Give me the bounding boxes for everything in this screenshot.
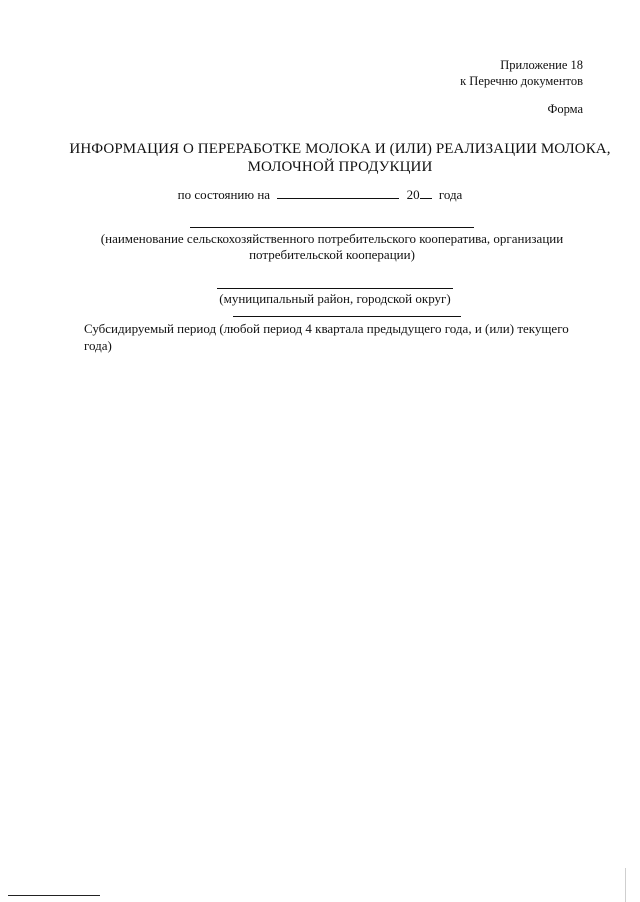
footer-divider bbox=[8, 895, 100, 896]
document-title-line2: МОЛОЧНОЙ ПРОДУКЦИИ bbox=[247, 159, 433, 175]
status-suffix: года bbox=[438, 187, 463, 202]
document-title-line1: ИНФОРМАЦИЯ О ПЕРЕРАБОТКЕ МОЛОКА И (ИЛИ) РЕАЛИЗАЦИИ МОЛОКА, bbox=[69, 141, 611, 157]
document-title bbox=[60, 140, 620, 176]
status-date-line bbox=[0, 187, 640, 203]
organization-caption-line2: потребительской кооперации) bbox=[249, 247, 415, 262]
date-blank-field[interactable] bbox=[277, 187, 399, 199]
district-caption: (муниципальный район, городской округ) bbox=[219, 291, 451, 306]
organization-name-field[interactable] bbox=[190, 227, 474, 228]
period-field[interactable] bbox=[233, 316, 461, 317]
scan-edge-mark bbox=[625, 868, 626, 902]
appendix-reference: к Перечню документов bbox=[460, 74, 583, 88]
district-field[interactable] bbox=[217, 288, 453, 289]
organization-caption bbox=[70, 231, 594, 263]
year-prefix: 20 bbox=[406, 187, 420, 202]
appendix-number: Приложение 18 bbox=[500, 58, 583, 72]
subsidized-period-line2: года) bbox=[84, 338, 112, 353]
year-blank-field[interactable] bbox=[420, 187, 432, 199]
subsidized-period-text bbox=[84, 320, 584, 354]
form-label: Форма bbox=[547, 102, 583, 116]
status-prefix: по состоянию на bbox=[177, 187, 271, 202]
subsidized-period-line1: Субсидируемый период (любой период 4 квартала предыдущего года, и (или) текущего bbox=[84, 321, 569, 336]
organization-caption-line1: (наименование сельскохозяйственного потребительского кооператива, организации bbox=[100, 231, 564, 246]
